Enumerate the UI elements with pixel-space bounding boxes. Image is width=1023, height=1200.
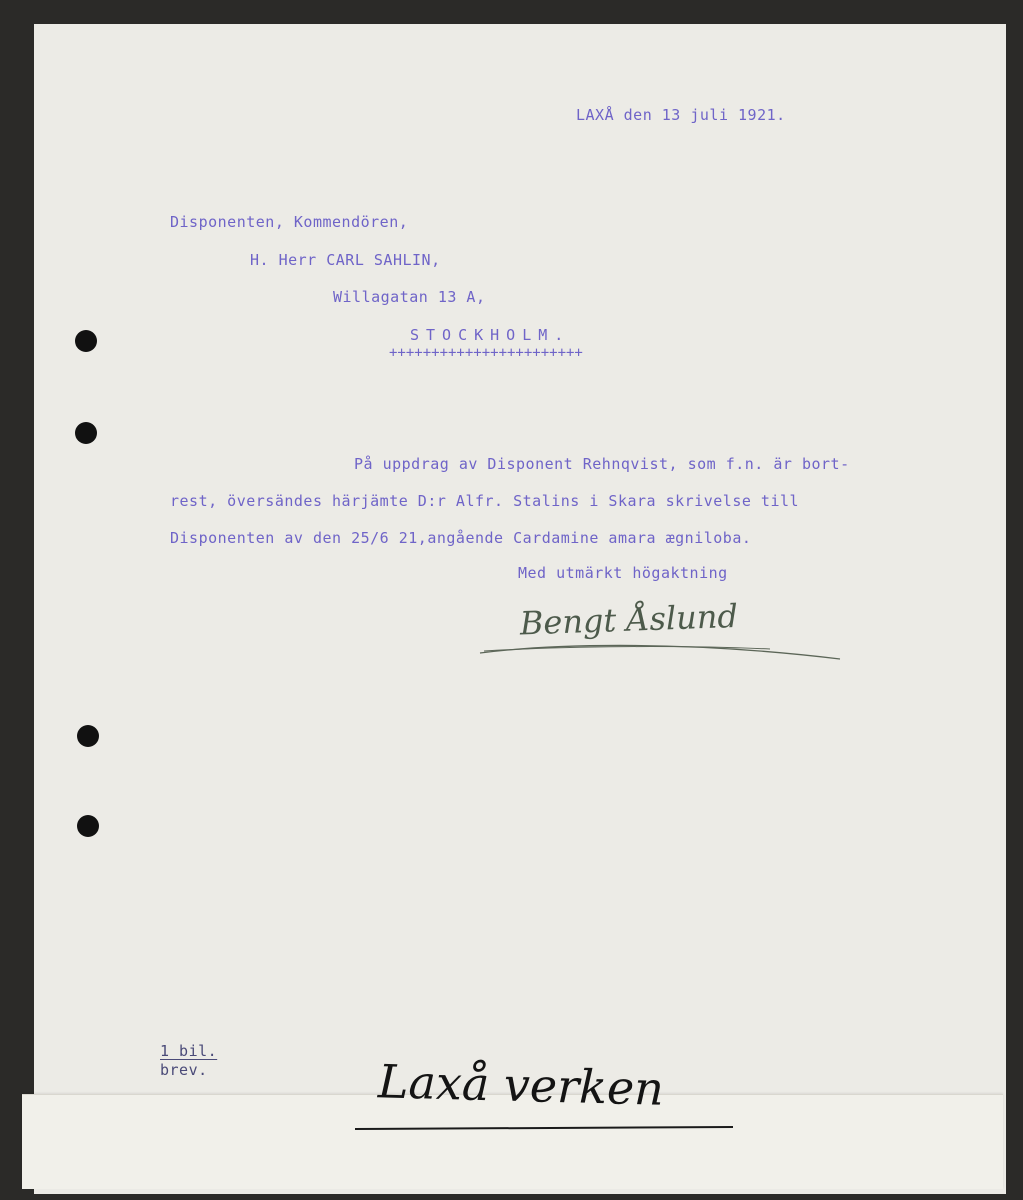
- dateline: LAXÅ den 13 juli 1921.: [576, 106, 786, 124]
- archive-label: Laxå verken: [377, 1054, 665, 1116]
- address-separator: +++++++++++++++++++++++: [389, 345, 583, 361]
- body-line-2: rest, översändes härjämte D:r Alfr. Stalins i Skara skrivelse till: [170, 492, 800, 510]
- body-line-1: På uppdrag av Disponent Rehnqvist, som f.n. är bort-: [354, 455, 850, 473]
- signature: [470, 585, 850, 670]
- punch-hole: [75, 422, 97, 444]
- addressee-line-1: Disponenten, Kommendören,: [170, 213, 409, 231]
- closing: Med utmärkt högaktning: [518, 564, 728, 582]
- enclosure-count: 1 bil.: [160, 1042, 218, 1060]
- svg-text:Bengt Åslund: Bengt Åslund: [519, 596, 739, 643]
- addressee-line-2: H. Herr CARL SAHLIN,: [250, 251, 441, 269]
- addressee-line-3: Willagatan 13 A,: [333, 288, 486, 306]
- addressee-city: STOCKHOLM.: [410, 326, 571, 344]
- punch-hole: [75, 330, 97, 352]
- body-line-3: Disponenten av den 25/6 21,angående Cardamine amara ægniloba.: [170, 529, 752, 547]
- enclosure-type: brev.: [160, 1061, 208, 1079]
- punch-hole: [77, 815, 99, 837]
- punch-hole: [77, 725, 99, 747]
